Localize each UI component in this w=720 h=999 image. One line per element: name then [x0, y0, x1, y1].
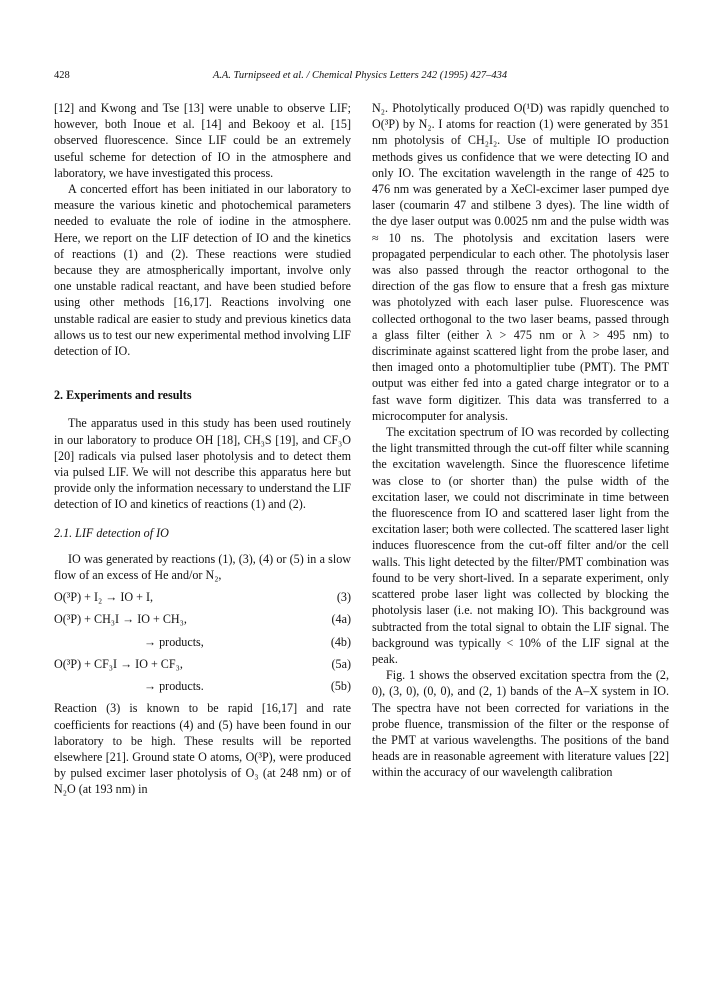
equation-expression: → products,: [144, 634, 204, 649]
subsection-title: 2.1. LIF detection of IO: [54, 525, 169, 540]
paragraph: Fig. 1 shows the observed excitation spectra from the (2, 0), (3, 0), (0, 0), and (2, 1) bands of the A–X system in IO. The spectra have not been corrected for variations in the probe fluence, transmission of the filter or the response of the PMT at various wavelengths. The positions of the band heads are in reasonable agreement with literature values [22] within the accuracy of our wavelength calibration: [372, 668, 669, 780]
page-header: [54, 70, 666, 86]
equation-4b: [54, 634, 351, 650]
equation-expression: → products.: [144, 679, 204, 694]
equation-number: (4a): [331, 612, 351, 627]
equation-3: [54, 589, 351, 605]
equation-expression: O(³P) + CF₃I → IO + CF₃,: [54, 656, 183, 671]
equation-5a: [54, 656, 351, 672]
equation-number: (3): [336, 590, 351, 605]
paragraph: IO was generated by reactions (1), (3), (4) or (5) in a slow flow of an excess of He and/or N₂,: [54, 551, 351, 583]
left-column: [54, 100, 351, 798]
equation-expression: O(³P) + I₂ → IO + I,: [54, 590, 154, 605]
section-title: 2. Experiments and results: [54, 388, 192, 403]
equation-4a: [54, 611, 351, 627]
right-column: [372, 100, 669, 781]
equation-number: (5a): [331, 656, 351, 671]
paragraph: The excitation spectrum of IO was recorded by collecting the light transmitted through the cut-off filter while scanning the excitation wavelength. Since the fluorescence lifetime was close to (or shorter than) the pulse width of the excitation laser, we could not discriminate in time between the fluorescence from IO and scattered laser light from the excitation laser; both were collected. The scattered laser light induces fluorescence from the cut-off filter and/or the cell walls. This light detected by the filter/PMT combination was found to be very short-lived. In a separate experiment, only scattered probe laser light was collected by blocking the photolysis laser (i.e. not making IO). This background was subtracted from the total signal to obtain the LIF signal. The background was typically < 10% of the LIF signal at the peak.: [372, 425, 669, 666]
equation-5b: [54, 678, 351, 694]
paragraph: The apparatus used in this study has been used routinely in our laboratory to produce OH [18], CH₃S [19], and CF₃O [20] radicals via pulsed laser photolysis and to detect them via pulsed LIF. We will not describe this apparatus here but provide only the information necessary to understand the LIF detection of IO and kinetics of reactions (1) and (2).: [54, 416, 351, 512]
paragraph: N₂. Photolytically produced O(¹D) was rapidly quenched to O(³P) by N₂. I atoms for reaction (1) were generated by 351 nm photolysis of CH₂I₂. Use of multiple IO production methods gives us confidence that we were detecting IO and only IO. The excitation wavelength in the range of 425 to 476 nm was generated by a XeCl-excimer laser pumped dye laser (coumarin 47 and stilbene 3 dyes). The line width of the dye laser output was 0.0025 nm and the pulse width was ≈ 10 ns. The photolysis and excitation lasers were propagated perpendicular to each other. The photolysis laser was also passed through the reactor orthogonal to the direction of the gas flow to ensure that a fresh gas mixture was photolyzed with each laser pulse. Fluorescence was collected orthogonal to the two laser beams, passed through a glass filter (either λ > 475 nm or λ > 495 nm) to discriminate against scattered light from the probe laser, and then imaged onto a photomultiplier tube (PMT). The PMT output was either fed into a gated charge integrator or to a fast wave form digitizer. This data was transferred to a microcomputer for analysis.: [372, 101, 669, 423]
equation-expression: O(³P) + CH₃I → IO + CH₃,: [54, 612, 187, 627]
page-number: 428: [54, 70, 70, 81]
paragraph: A concerted effort has been initiated in our laboratory to measure the various kinetic and photochemical parameters needed to evaluate the role of iodine in the atmosphere. Here, we report on the LIF detection of IO and the kinetics of reactions (1) and (2). These reactions were studied because they are atmospherically important, involve only one unstable radical reactant, and have been studied before using other methods [16,17]. Reactions involving one unstable radical are easier to study and previous kinetics data allows us to test our new experimental method involving LIF detection of IO.: [54, 182, 351, 359]
equation-number: (4b): [330, 634, 351, 649]
paragraph: [12] and Kwong and Tse [13] were unable to observe LIF; however, both Inoue et al. [14] and Bekooy et al. [15] observed fluorescence. Since LIF could be an extremely useful scheme for detection of IO in the atmosphere and laboratory, we have investigated this process.: [54, 101, 351, 180]
running-head: A.A. Turnipseed et al. / Chemical Physics Letters 242 (1995) 427–434: [212, 70, 508, 81]
equation-number: (5b): [330, 679, 351, 694]
paragraph: Reaction (3) is known to be rapid [16,17] and rate coefficients for reactions (4) and (5) have been found in our laboratory to be high. These results will be reported elsewhere [21]. Ground state O atoms, O(³P), were produced by pulsed excimer laser photolysis of O₃ (at 248 nm) or of N₂O (at 193 nm) in: [54, 701, 351, 797]
